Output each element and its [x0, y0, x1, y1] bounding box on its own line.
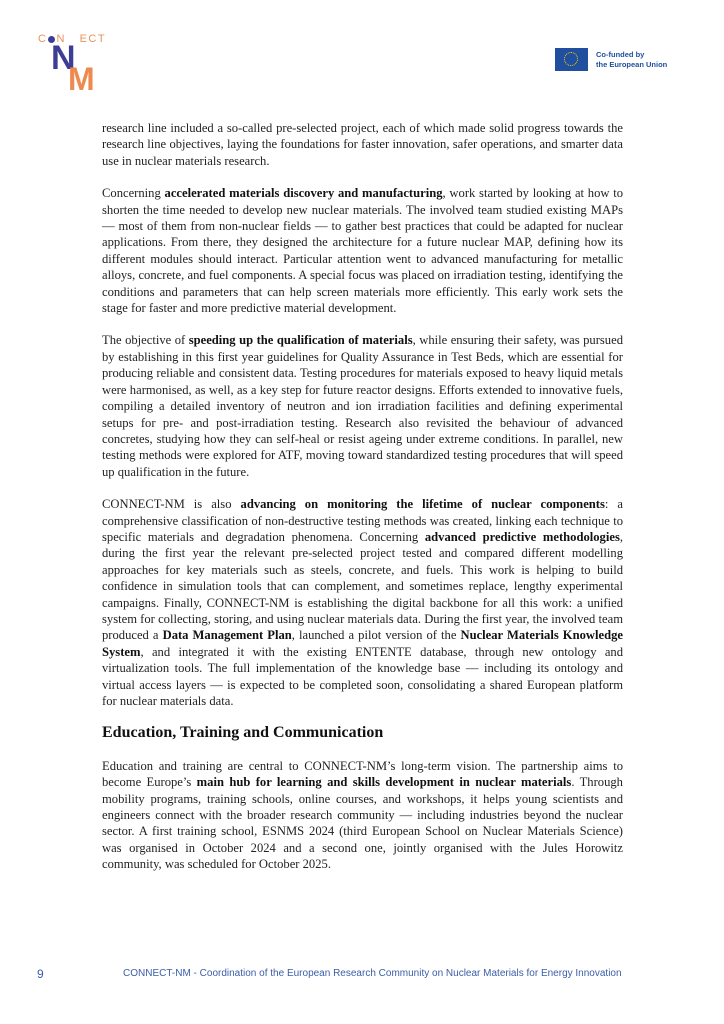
- document-body: [102, 120, 623, 889]
- footer-text: CONNECT-NM - Coordination of the European Research Community on Nuclear Materials for Energy Innovation: [123, 968, 622, 979]
- eu-badge-line1: Co-funded by: [596, 49, 645, 59]
- logo-letter-n: N: [51, 39, 76, 77]
- eu-cofunded-badge: [555, 48, 667, 71]
- eu-flag-icon: [555, 48, 588, 71]
- paragraph: CONNECT-NM is also advancing on monitoring the lifetime of nuclear components: a comprehensive classification of non-destructive testing methods was created, linking each technique to specific materials and degradation phenomena. Concerning advanced predictive methodologies, during the first year the relevant pre-selected project tested and compared different modelling approaches for key materials such as steels, concrete, and fuels. This work is helping to build confidence in simulation tools that can complement, and sometimes replace, lengthy experimental campaigns. Finally, CONNECT-NM is establishing the digital backbone for all this work: a unified system for collecting, storing, and using nuclear materials data. During the first year, the involved team produced a Data Management Plan, launched a pilot version of the Nuclear Materials Knowledge System, and integrated it with the existing ENTENTE database, through new ontology and virtualization tools. The full implementation of the knowledge base — including its ontology and virtual access layers — is expected to be completed soon, consolidating a shared European platform for nuclear materials data.: [102, 497, 624, 708]
- logo-letter-m: M: [68, 61, 95, 97]
- paragraph: research line included a so-called pre-selected project, each of which made solid progress towards the research line objectives, laying the foundations for faster innovation, safer operations, and smarter data use in nuclear materials research.: [102, 121, 623, 168]
- section-heading: Education, Training and Communication: [102, 724, 384, 742]
- eu-badge-line2: the European Union: [596, 59, 668, 69]
- paragraph: Education and training are central to CONNECT-NM’s long-term vision. The partnership aims to become Europe’s main hub for learning and skills development in nuclear materials. Through mobility programs, training schools, online courses, and workshops, it helps young scientists and engineers connect with the broader research community — including industries beyond the nuclear sector. A first training school, ESNMS 2024 (third European School on Nuclear Materials Science) was organised in October 2024 and a second one, jointly organised with the Jules Horowitz community, was scheduled for October 2025.: [102, 758, 623, 872]
- logo-wordmark: C N ECT: [38, 33, 107, 45]
- paragraph: The objective of speeding up the qualification of materials, while ensuring their safety, was pursued by establishing in this first year guidelines for Quality Assurance in Test Beds, which are essential for producing reliable and consistent data. Testing procedures for materials exposed to heavy liquid metals were harmonised, as well, as a key step for future reactor designs. Efforts extended to innovative fuels, compiling a detailed inventory of neutron and ion irradiation facilities and defining experimental setups for pre- and post-irradiation testing. Research also revisited the behaviour of advanced concretes, studying how they can self-heal or resist ageing under extreme conditions. In parallel, new testing methods were explored for ATF, moving toward standardized testing procedures that will speed up qualification in the future.: [102, 333, 623, 479]
- paragraph: Concerning accelerated materials discovery and manufacturing, work started by looking at how to shorten the time needed to develop new nuclear materials. The involved team studied existing MAPs — most of them from non-nuclear fields — to gather best practices that could be adapted for nuclear applications. From there, they designed the architecture for a future nuclear MAP, defining how its different modules should interact. Particular attention went to advanced manufacturing for metallic alloys, concrete, and fuel components. A special focus was placed on irradiation testing, identifying the conditions and parameters that can help screen materials more efficiently. This early work sets the stage for faster and more predictive material development.: [102, 186, 624, 316]
- page-number: 9: [37, 967, 44, 981]
- connect-nm-logo: [38, 33, 108, 95]
